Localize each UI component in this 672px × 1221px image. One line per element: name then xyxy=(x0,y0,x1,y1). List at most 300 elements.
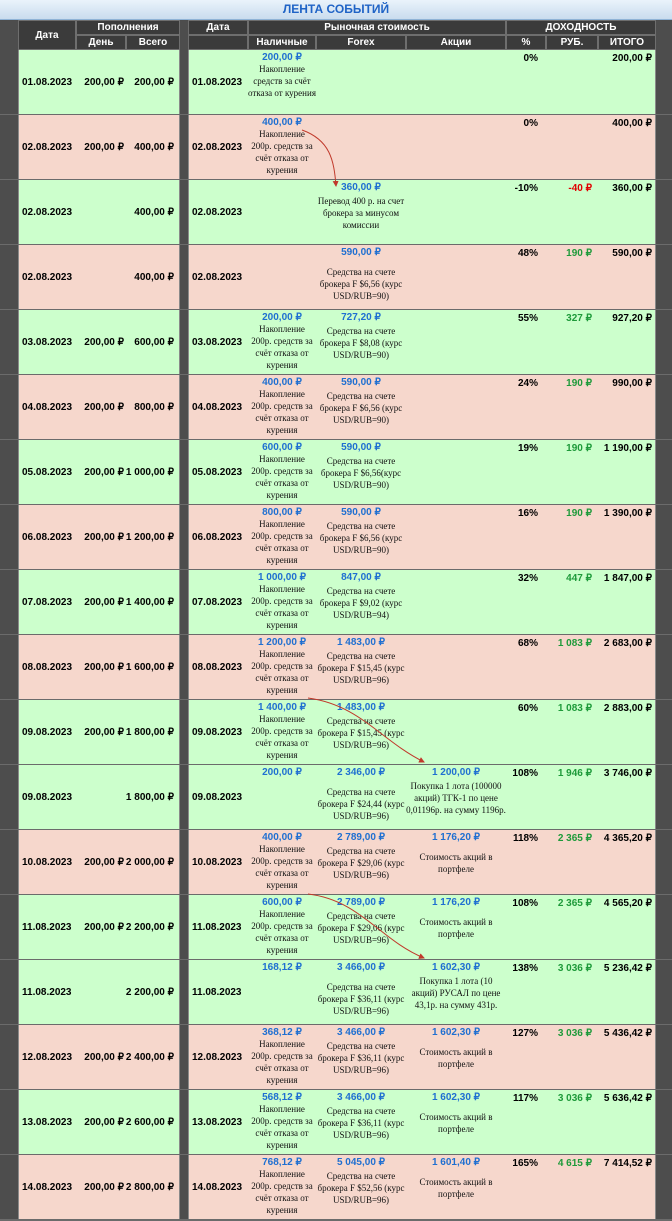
cash-note: Накопление 200р. средств за счёт отказа от курения xyxy=(251,129,313,175)
cell-itogo: 4 365,20 ₽ xyxy=(603,833,652,844)
cell-forex xyxy=(316,767,406,822)
forex-note: Средства на счете брокера F $36,11 (курс USD/RUB=96) xyxy=(317,1041,405,1075)
forex-note: Средства на счете брокера F $6,56(курс USD/RUB=90) xyxy=(320,456,402,490)
left-margin xyxy=(0,765,18,830)
cell-date: 07.08.2023 xyxy=(22,597,73,608)
table-row xyxy=(0,440,672,505)
cell-date2: 02.08.2023 xyxy=(192,142,243,153)
cell-total: 400,00 ₽ xyxy=(134,142,174,153)
forex-note: Перевод 400 р. на счет брокера за минусом комиссии xyxy=(317,196,405,230)
header-cash: Наличные xyxy=(248,35,316,50)
column-gap xyxy=(180,960,188,1025)
cell-itogo: 1 390,00 ₽ xyxy=(603,508,652,519)
table-row xyxy=(0,700,672,765)
forex-note: Средства на счете брокера F $52,56 (курс USD/RUB=96) xyxy=(317,1171,405,1205)
right-margin xyxy=(656,375,672,440)
header-blank xyxy=(188,35,248,50)
stocks-value: 1 602,30 ₽ xyxy=(431,1092,481,1103)
column-gap xyxy=(180,505,188,570)
left-margin xyxy=(0,1155,18,1220)
left-margin xyxy=(0,505,18,570)
column-gap xyxy=(180,50,188,115)
cell-cash xyxy=(248,1092,316,1151)
cell-day: 200,00 ₽ xyxy=(84,1182,124,1193)
column-gap xyxy=(180,180,188,245)
cell-date2: 04.08.2023 xyxy=(192,402,243,413)
cash-value: 768,12 ₽ xyxy=(262,1157,302,1168)
cell-cash xyxy=(248,1027,316,1086)
cell-pct: 165% xyxy=(512,1158,538,1169)
stocks-note: Стоимость акций в портфеле xyxy=(419,917,493,939)
cell-total: 800,00 ₽ xyxy=(134,402,174,413)
left-margin xyxy=(0,960,18,1025)
cell-cash xyxy=(248,52,316,99)
cell-date: 06.08.2023 xyxy=(22,532,73,543)
cell-date2: 05.08.2023 xyxy=(192,467,243,478)
table-row xyxy=(0,245,672,310)
table-row xyxy=(0,765,672,830)
cell-total: 200,00 ₽ xyxy=(134,77,174,88)
column-gap xyxy=(180,765,188,830)
cell-date2: 02.08.2023 xyxy=(192,272,243,283)
cell-rub: 190 ₽ xyxy=(566,248,592,259)
cell-total: 1 200,00 ₽ xyxy=(125,532,174,543)
cell-itogo: 927,20 ₽ xyxy=(612,313,652,324)
title-bar xyxy=(0,0,672,20)
forex-value: 3 466,00 ₽ xyxy=(336,962,386,973)
cell-forex xyxy=(316,702,406,751)
cell-stocks xyxy=(406,182,506,184)
column-gap xyxy=(180,115,188,180)
stocks-value: 1 602,30 ₽ xyxy=(431,1027,481,1038)
stocks-value: 1 200,00 ₽ xyxy=(431,767,481,778)
header-deposits: Пополнения xyxy=(76,20,180,35)
cell-pct: 68% xyxy=(517,638,538,649)
cash-value: 368,12 ₽ xyxy=(262,1027,302,1038)
cell-forex xyxy=(316,572,406,621)
cell-day xyxy=(80,180,124,245)
cell-pct: 117% xyxy=(512,1093,538,1104)
cell-pct: 108% xyxy=(512,768,538,779)
left-margin xyxy=(0,50,18,115)
cell-stocks xyxy=(406,377,506,379)
cell-cash xyxy=(248,117,316,176)
cell-date: 13.08.2023 xyxy=(22,1117,73,1128)
header-date2: Дата xyxy=(188,20,248,35)
right-margin xyxy=(656,505,672,570)
cell-date: 01.08.2023 xyxy=(22,77,73,88)
cell-cash xyxy=(248,442,316,501)
cell-cash xyxy=(248,507,316,566)
cell-stocks xyxy=(406,52,506,54)
cell-pct: 32% xyxy=(517,573,538,584)
cash-note: Накопление 200р. средств за счёт отказа от курения xyxy=(251,1169,313,1215)
forex-value: 3 466,00 ₽ xyxy=(336,1027,386,1038)
forex-value: 2 789,00 ₽ xyxy=(336,897,386,908)
cell-total: 2 800,00 ₽ xyxy=(125,1182,174,1193)
cash-value: 400,00 ₽ xyxy=(262,832,302,843)
cell-rub: 4 615 ₽ xyxy=(557,1158,592,1169)
right-margin xyxy=(656,310,672,375)
header-day: День xyxy=(76,35,126,50)
header-stocks: Акции xyxy=(406,35,506,50)
stocks-note: Стоимость акций в портфеле xyxy=(419,852,493,874)
cell-date: 14.08.2023 xyxy=(22,1182,73,1193)
forex-note: Средства на счете брокера F $6,56 (курс USD/RUB=90) xyxy=(319,267,403,301)
cell-total: 400,00 ₽ xyxy=(134,207,174,218)
header-total: Всего xyxy=(126,35,180,50)
cell-cash xyxy=(248,377,316,436)
forex-note: Средства на счете брокера F $9,02 (курс USD/RUB=94) xyxy=(319,586,403,620)
cell-total: 2 400,00 ₽ xyxy=(125,1052,174,1063)
stocks-note: Стоимость акций в портфеле xyxy=(419,1177,493,1199)
cell-pct: 138% xyxy=(512,963,538,974)
cell-forex xyxy=(316,117,406,119)
cell-rub: 3 036 ₽ xyxy=(557,963,592,974)
cash-value: 200,00 ₽ xyxy=(262,52,302,63)
cell-cash xyxy=(248,312,316,371)
stocks-note: Стоимость акций в портфеле xyxy=(419,1112,493,1134)
cell-forex xyxy=(316,962,406,1017)
cell-date: 04.08.2023 xyxy=(22,402,73,413)
cell-cash xyxy=(248,702,316,761)
cell-rub: -40 ₽ xyxy=(568,183,592,194)
stocks-value: 1 601,40 ₽ xyxy=(431,1157,481,1168)
left-margin xyxy=(0,245,18,310)
cell-pct: 60% xyxy=(517,703,538,714)
forex-value: 727,20 ₽ xyxy=(341,312,381,323)
cell-pct: 127% xyxy=(512,1028,538,1039)
cell-forex xyxy=(316,637,406,686)
header-yield: ДОХОДНОСТЬ xyxy=(506,20,656,35)
cell-pct: 55% xyxy=(517,313,538,324)
cash-value: 400,00 ₽ xyxy=(262,117,302,128)
cell-date2: 07.08.2023 xyxy=(192,597,243,608)
left-margin xyxy=(0,375,18,440)
cell-forex xyxy=(316,507,406,556)
right-margin xyxy=(656,895,672,960)
cell-date2: 09.08.2023 xyxy=(192,727,243,738)
cell-stocks xyxy=(406,832,506,875)
left-margin xyxy=(0,570,18,635)
cell-rub: 1 083 ₽ xyxy=(557,703,592,714)
cell-forex xyxy=(316,897,406,946)
cell-stocks xyxy=(406,962,506,1011)
cell-itogo: 360,00 ₽ xyxy=(612,183,652,194)
left-margin xyxy=(0,635,18,700)
cash-value: 568,12 ₽ xyxy=(262,1092,302,1103)
forex-note: Средства на счете брокера F $6,56 (курс USD/RUB=90) xyxy=(319,391,403,425)
forex-value: 590,00 ₽ xyxy=(341,442,381,453)
table-row xyxy=(0,895,672,960)
left-margin xyxy=(0,1090,18,1155)
cell-itogo: 590,00 ₽ xyxy=(612,248,652,259)
cell-forex xyxy=(316,377,406,426)
right-margin xyxy=(656,765,672,830)
left-margin xyxy=(0,115,18,180)
forex-note: Средства на счете брокера F $15,45 (курс USD/RUB=96) xyxy=(317,716,405,750)
table-row xyxy=(0,1090,672,1155)
cell-stocks xyxy=(406,442,506,444)
table-row xyxy=(0,830,672,895)
cell-forex xyxy=(316,182,406,231)
cash-note: Накопление 200р. средств за счёт отказа от курения xyxy=(251,324,313,370)
cell-pct: 24% xyxy=(517,378,538,389)
cash-note: Накопление средств за счёт отказа от курения xyxy=(248,64,316,98)
cell-stocks xyxy=(406,117,506,119)
table-row xyxy=(0,505,672,570)
column-gap xyxy=(180,245,188,310)
cell-total: 1 800,00 ₽ xyxy=(125,792,174,803)
cell-total: 2 200,00 ₽ xyxy=(125,987,174,998)
right-margin xyxy=(656,115,672,180)
stocks-note: Покупка 1 лота (10 акций) РУСАЛ по цене 43,1р. на сумму 431р. xyxy=(411,976,501,1010)
cell-stocks xyxy=(406,247,506,249)
cell-day: 200,00 ₽ xyxy=(84,142,124,153)
cell-total: 2 000,00 ₽ xyxy=(125,857,174,868)
cell-stocks xyxy=(406,507,506,509)
cell-day: 200,00 ₽ xyxy=(84,727,124,738)
cash-value: 200,00 ₽ xyxy=(262,312,302,323)
page-title: ЛЕНТА СОБЫТИЙ xyxy=(282,2,390,16)
right-margin xyxy=(656,830,672,895)
table-row xyxy=(0,375,672,440)
stocks-value: 1 176,20 ₽ xyxy=(431,832,481,843)
cell-total: 600,00 ₽ xyxy=(134,337,174,348)
column-gap xyxy=(180,895,188,960)
forex-note: Средства на счете брокера F $15,45 (курс USD/RUB=96) xyxy=(317,651,405,685)
cell-day xyxy=(80,245,124,310)
table-row xyxy=(0,1155,672,1220)
forex-note: Средства на счете брокера F $8,08 (курс USD/RUB=90) xyxy=(319,326,403,360)
cash-note: Накопление 200р. средств за счёт отказа от курения xyxy=(251,909,313,955)
cell-date: 02.08.2023 xyxy=(22,207,73,218)
cash-value: 1 400,00 ₽ xyxy=(257,702,307,713)
cell-rub: 190 ₽ xyxy=(566,508,592,519)
cell-rub: 3 036 ₽ xyxy=(557,1028,592,1039)
cell-stocks xyxy=(406,1157,506,1200)
left-margin xyxy=(0,700,18,765)
column-gap xyxy=(180,570,188,635)
cash-note: Накопление 200р. средств за счёт отказа от курения xyxy=(251,844,313,890)
stocks-note: Покупка 1 лота (100000 акций) ТГК-1 по цене 0,01196р. на сумму 1196р. xyxy=(406,781,506,815)
right-margin xyxy=(656,960,672,1025)
cell-day: 200,00 ₽ xyxy=(84,77,124,88)
cell-stocks xyxy=(406,1027,506,1070)
left-margin xyxy=(0,310,18,375)
cell-forex xyxy=(316,247,406,302)
cell-rub: 1 083 ₽ xyxy=(557,638,592,649)
cell-rub: 447 ₽ xyxy=(566,573,592,584)
cell-forex xyxy=(316,1157,406,1206)
cell-cash xyxy=(248,637,316,696)
cell-day xyxy=(80,960,124,1025)
left-margin xyxy=(0,440,18,505)
forex-value: 590,00 ₽ xyxy=(341,247,381,258)
cell-day xyxy=(80,765,124,830)
cell-date: 11.08.2023 xyxy=(22,987,72,998)
cell-total: 400,00 ₽ xyxy=(134,272,174,283)
cell-itogo: 990,00 ₽ xyxy=(612,378,652,389)
cell-itogo: 200,00 ₽ xyxy=(612,53,652,64)
column-gap xyxy=(180,635,188,700)
cell-forex xyxy=(316,1027,406,1076)
cell-pct: 19% xyxy=(517,443,538,454)
cell-cash xyxy=(248,832,316,891)
forex-note: Средства на счете брокера F $36,11 (курс USD/RUB=96) xyxy=(317,1106,405,1140)
cell-day: 200,00 ₽ xyxy=(84,1117,124,1128)
cell-date: 08.08.2023 xyxy=(22,662,73,673)
cell-total: 1 600,00 ₽ xyxy=(125,662,174,673)
cell-itogo: 5 636,42 ₽ xyxy=(603,1093,652,1104)
forex-value: 590,00 ₽ xyxy=(341,377,381,388)
cell-forex xyxy=(316,1092,406,1141)
table-row xyxy=(0,635,672,700)
table-row xyxy=(0,50,672,115)
table-row xyxy=(0,570,672,635)
forex-value: 847,00 ₽ xyxy=(341,572,381,583)
stocks-value: 1 176,20 ₽ xyxy=(431,897,481,908)
cell-date2: 13.08.2023 xyxy=(192,1117,243,1128)
cell-itogo: 1 847,00 ₽ xyxy=(603,573,652,584)
cell-day: 200,00 ₽ xyxy=(84,1052,124,1063)
cell-stocks xyxy=(406,312,506,314)
cell-day: 200,00 ₽ xyxy=(84,402,124,413)
header-market-value: Рыночная стоимость xyxy=(248,20,506,35)
right-margin xyxy=(656,50,672,115)
forex-value: 3 466,00 ₽ xyxy=(336,1092,386,1103)
cell-date: 09.08.2023 xyxy=(22,727,73,738)
cell-date2: 03.08.2023 xyxy=(192,337,243,348)
cell-cash xyxy=(248,572,316,631)
header-date: Дата xyxy=(18,20,76,50)
table-row xyxy=(0,1025,672,1090)
cell-day: 200,00 ₽ xyxy=(84,922,124,933)
cell-total: 1 000,00 ₽ xyxy=(125,467,174,478)
cell-day: 200,00 ₽ xyxy=(84,467,124,478)
cell-date2: 08.08.2023 xyxy=(192,662,243,673)
forex-note: Средства на счете брокера F $6,56 (курс USD/RUB=90) xyxy=(319,521,403,555)
cell-day: 200,00 ₽ xyxy=(84,662,124,673)
left-margin xyxy=(0,1025,18,1090)
cell-date: 02.08.2023 xyxy=(22,142,73,153)
forex-note: Средства на счете брокера F $24,44 (курс USD/RUB=96) xyxy=(317,787,405,821)
cell-date2: 12.08.2023 xyxy=(192,1052,243,1063)
forex-value: 1 483,00 ₽ xyxy=(336,637,386,648)
cell-pct: 108% xyxy=(512,898,538,909)
forex-note: Средства на счете брокера F $29,06 (курс USD/RUB=96) xyxy=(317,846,405,880)
right-margin xyxy=(656,1025,672,1090)
left-margin xyxy=(0,895,18,960)
forex-value: 5 045,00 ₽ xyxy=(336,1157,386,1168)
right-margin xyxy=(656,245,672,310)
cell-date2: 02.08.2023 xyxy=(192,207,243,218)
cell-date: 03.08.2023 xyxy=(22,337,73,348)
right-margin xyxy=(656,180,672,245)
cell-date: 09.08.2023 xyxy=(22,792,73,803)
cell-cash xyxy=(248,767,316,778)
cell-itogo: 2 683,00 ₽ xyxy=(603,638,652,649)
cell-rub: 190 ₽ xyxy=(566,443,592,454)
cell-date2: 14.08.2023 xyxy=(192,1182,243,1193)
cell-forex xyxy=(316,442,406,491)
cell-date2: 11.08.2023 xyxy=(192,987,242,998)
cash-value: 168,12 ₽ xyxy=(262,962,302,973)
cash-note: Накопление 200р. средств за счёт отказа от курения xyxy=(251,454,313,500)
cell-rub: 1 946 ₽ xyxy=(557,768,592,779)
forex-value: 360,00 ₽ xyxy=(341,182,381,193)
cell-forex xyxy=(316,312,406,361)
table-row xyxy=(0,310,672,375)
cell-total: 1 400,00 ₽ xyxy=(125,597,174,608)
cash-value: 400,00 ₽ xyxy=(262,377,302,388)
cash-note: Накопление 200р. средств за счёт отказа от курения xyxy=(251,714,313,760)
table-row xyxy=(0,960,672,1025)
column-gap xyxy=(180,830,188,895)
forex-value: 590,00 ₽ xyxy=(341,507,381,518)
forex-value: 1 483,00 ₽ xyxy=(336,702,386,713)
cell-date2: 10.08.2023 xyxy=(192,857,243,868)
header-itogo: ИТОГО xyxy=(598,35,656,50)
forex-note: Средства на счете брокера F $29,06 (курс USD/RUB=96) xyxy=(317,911,405,945)
cell-rub: 2 365 ₽ xyxy=(557,898,592,909)
column-gap xyxy=(180,375,188,440)
cell-cash xyxy=(248,897,316,956)
column-gap xyxy=(180,310,188,375)
cash-value: 1 000,00 ₽ xyxy=(257,572,307,583)
cell-itogo: 2 883,00 ₽ xyxy=(603,703,652,714)
cell-itogo: 4 565,20 ₽ xyxy=(603,898,652,909)
cell-forex xyxy=(316,832,406,881)
cell-itogo: 5 236,42 ₽ xyxy=(603,963,652,974)
cell-date: 05.08.2023 xyxy=(22,467,73,478)
header-forex: Forex xyxy=(316,35,406,50)
left-margin xyxy=(0,180,18,245)
cell-stocks xyxy=(406,702,506,704)
cell-itogo: 7 414,52 ₽ xyxy=(603,1158,652,1169)
cell-day: 200,00 ₽ xyxy=(84,597,124,608)
cell-day: 200,00 ₽ xyxy=(84,532,124,543)
cell-total: 1 800,00 ₽ xyxy=(125,727,174,738)
right-margin xyxy=(656,1155,672,1220)
cell-date2: 06.08.2023 xyxy=(192,532,243,543)
right-margin xyxy=(656,570,672,635)
right-margin xyxy=(656,635,672,700)
forex-value: 2 346,00 ₽ xyxy=(336,767,386,778)
cell-itogo: 1 190,00 ₽ xyxy=(603,443,652,454)
cell-day: 200,00 ₽ xyxy=(84,857,124,868)
cell-date2: 09.08.2023 xyxy=(192,792,243,803)
cell-date: 11.08.2023 xyxy=(22,922,72,933)
cell-total: 2 200,00 ₽ xyxy=(125,922,174,933)
cell-pct: -10% xyxy=(514,183,538,194)
right-margin xyxy=(656,700,672,765)
column-gap xyxy=(180,1155,188,1220)
cell-itogo: 5 436,42 ₽ xyxy=(603,1028,652,1039)
cell-rub: 190 ₽ xyxy=(566,378,592,389)
cell-rub: 327 ₽ xyxy=(566,313,592,324)
cell-pct: 0% xyxy=(523,53,538,64)
cell-date: 02.08.2023 xyxy=(22,272,73,283)
cell-day: 200,00 ₽ xyxy=(84,337,124,348)
cash-value: 200,00 ₽ xyxy=(262,767,302,778)
cell-itogo: 3 746,00 ₽ xyxy=(603,768,652,779)
cash-note: Накопление 200р. средств за счёт отказа от курения xyxy=(251,649,313,695)
stocks-value: 1 602,30 ₽ xyxy=(431,962,481,973)
cell-total: 2 600,00 ₽ xyxy=(125,1117,174,1128)
forex-note: Средства на счете брокера F $36,11 (курс USD/RUB=96) xyxy=(317,982,405,1016)
column-gap xyxy=(180,700,188,765)
